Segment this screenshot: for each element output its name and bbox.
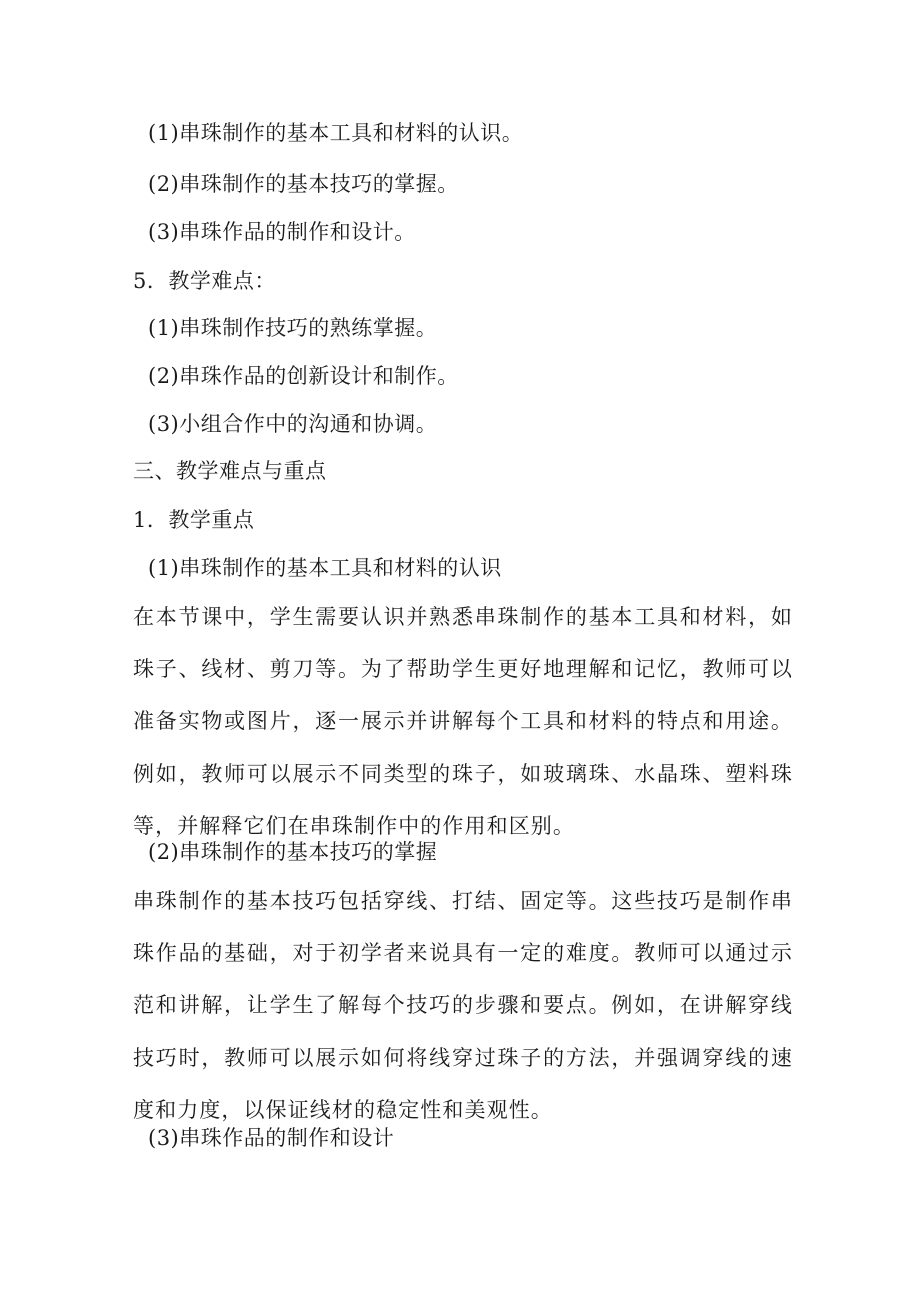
teaching-key-item-2: (2)串珠制作的基本技巧的掌握。 [148,172,459,196]
focus-paragraph-1: 在本节课中，学生需要认识并熟悉串珠制作的基本工具和材料，如珠子、线材、剪刀等。为了帮助学生更好地理解和记忆，教师可以准备实物或图片，逐一展示并讲解每个工具和材料的特点和用途。例如，教师可以展示不同类型的珠子，如玻璃珠、水晶珠、塑料珠等，并解释它们在串珠制作中的作用和区别。 [133,605,793,838]
teaching-focus-heading: 1．教学重点 [133,508,255,532]
focus-subheading-2: (2)串珠制作的基本技巧的掌握 [148,840,438,864]
focus-paragraph-2: 串珠制作的基本技巧包括穿线、打结、固定等。这些技巧是制作串珠作品的基础，对于初学者来说具有一定的难度。教师可以通过示范和讲解，让学生了解每个技巧的步骤和要点。例如，在讲解穿线技巧时，教师可以展示如何将线穿过珠子的方法，并强调穿线的速度和力度，以保证线材的稳定性和美观性。 [133,889,793,1122]
teaching-key-item-1: (1)串珠制作的基本工具和材料的认识。 [148,121,524,145]
focus-subheading-3: (3)串珠作品的制作和设计 [148,1126,395,1150]
teaching-key-item-3: (3)串珠作品的制作和设计。 [148,220,416,244]
difficulty-heading: 5．教学难点： [133,269,276,293]
difficulty-item-3: (3)小组合作中的沟通和协调。 [148,412,438,436]
focus-subheading-1: (1)串珠制作的基本工具和材料的认识 [148,556,502,580]
difficulty-item-1: (1)串珠制作技巧的熟练掌握。 [148,316,438,340]
section-3-heading: 三、教学难点与重点 [133,459,327,483]
difficulty-item-2: (2)串珠作品的创新设计和制作。 [148,364,459,388]
